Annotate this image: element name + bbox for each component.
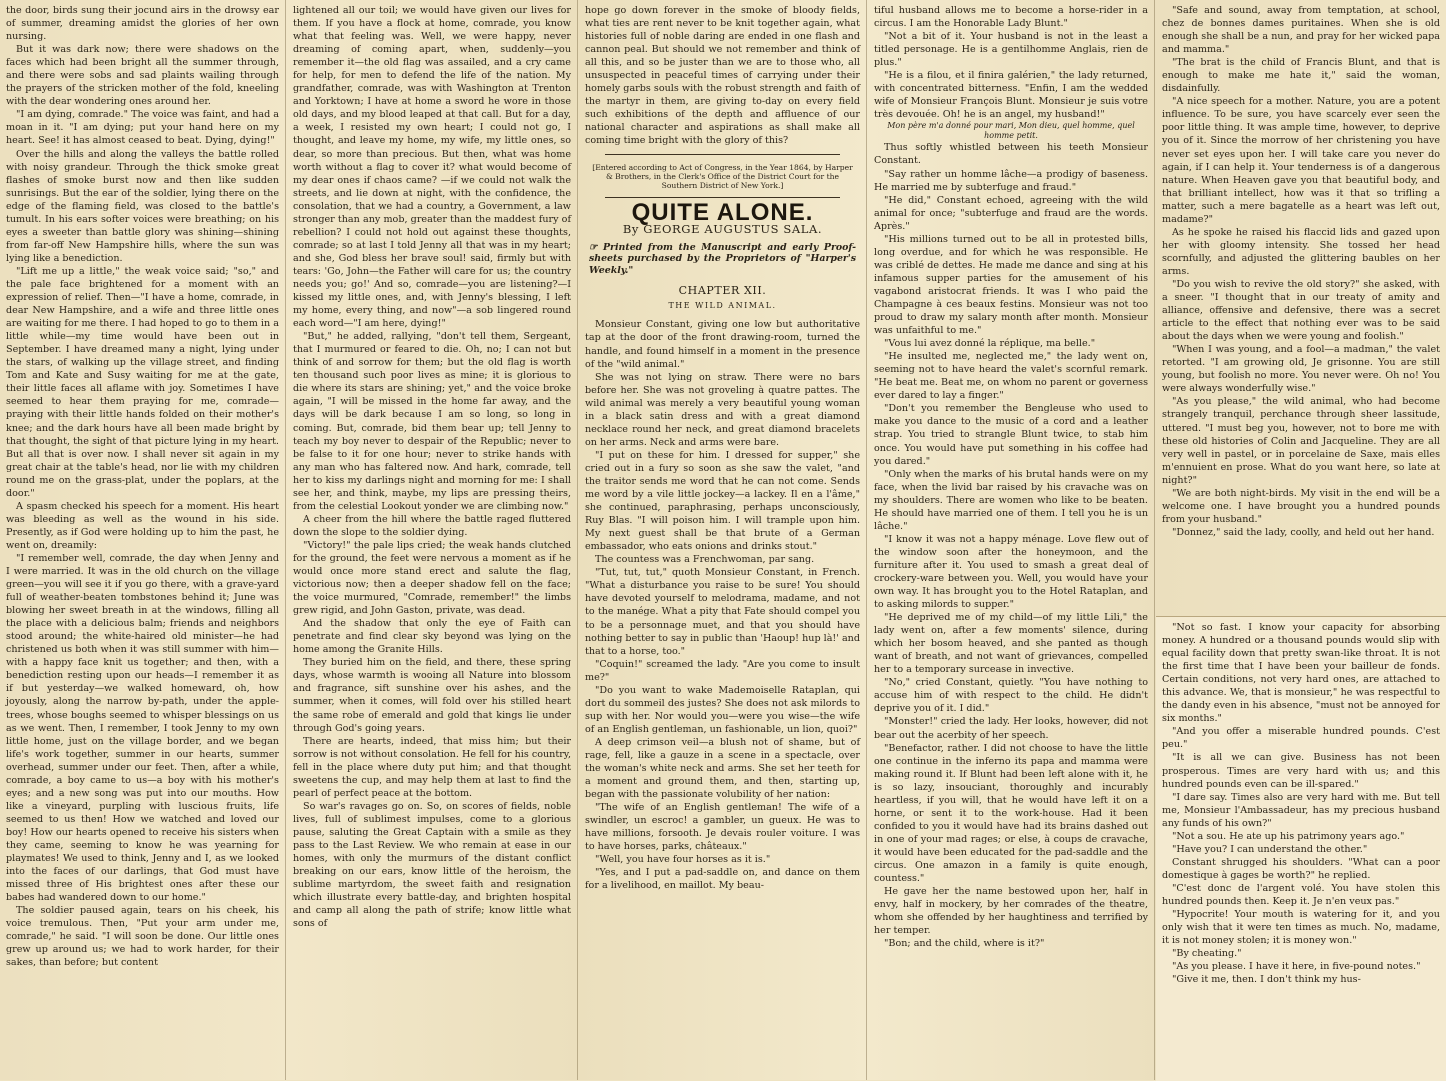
paragraph: A deep crimson veil—a blush not of shame, but of rage, fell, like a gauze in a scene in a spectacle, over the woman's white neck and arms. She set her teeth for a moment and ground them, and then, starting up, began with the passionate volubility of her nation: <box>585 736 860 801</box>
paragraph: "Don't you remember the Bengleuse who used to make you dance to the music of a cord and a leather strap. You tried to strangle Blunt twice, to stab him once. You would have put something in his coffee had you dared." <box>874 403 1148 467</box>
paragraph: He gave her the name bestowed upon her, half in envy, half in mockery, by her comrades of the theatre, whom she offended by her haughtiness and terrified by her temper. <box>874 886 1148 937</box>
copyright-notice: [Entered according to Act of Congress, in the Year 1864, by Harper & Brothers, in the Clerk's Office of the District Court for the Southern District of New York.] <box>592 162 853 191</box>
column-1 <box>0 0 285 1080</box>
paragraph: "But," he added, rallying, "don't tell them, Sergeant, that I murmured or feared to die. Oh, no; I can not but think of and sorrow for them; but the old flag is worth ten thousand such poor lives as mine; it is glorious to die where its stars are shining; yet," and the voice broke again, "I will be missed in the home far away, and the days will be dark because I am so long, so long in coming. But, comrade, bid them bear up; tell Jenny to teach my boy never to despair of the Republic; never to be false to it for one hour; never to strike hands with any man who has faltered now. And hark, comrade, tell her to kiss my darlings night and morning for me: I shall see her, and think, maybe, my lips are pressing theirs, from the celestial Lookout yonder we are climbing now." <box>293 331 571 512</box>
paragraph: "Vous lui avez donné la réplique, ma belle." <box>884 338 1096 350</box>
column-rule <box>285 0 286 1080</box>
paragraph: A spasm checked his speech for a moment. His heart was bleeding as well as the wound in his side. Presently, as if God were holding up to him the past, he went on, dreamily: <box>6 500 279 551</box>
column-5-bottom-clipping <box>1156 616 1446 1081</box>
paragraph: "Bon; and the child, where is it?" <box>884 938 1045 950</box>
paragraph: So war's ravages go on. So, on scores of fields, noble lives, full of sublimest impulses, come to a glorious pause, saluting the Great Captain with a smile as they pass to the Last Review. We who remain at ease in our homes, with only the murmurs of the distant conflict breaking on our ears, know little of the heroism, the sublime martyrdom, the sweet faith and resignation which illustrate every battle-day, and brighten hospital and camp all along the path of strife; know little what sons of <box>293 800 571 930</box>
column-rule <box>577 0 578 1080</box>
paragraph: "I am dying, comrade." The voice was faint, and had a moan in it. "I am dying; put your hand here on my heart. See! it has almost ceased to beat. Dying, dying!" <box>6 109 279 147</box>
paragraph: "Well, you have four horses as it is." <box>595 854 771 866</box>
paragraph: "It is all we can give. Business has not been prosperous. Times are very hard with us; and this hundred pounds even can be ill-spared." <box>1162 752 1440 790</box>
paragraph: "He is a filou, et il finira galérien," the lady returned, with concentrated bitterness. "Enfin, I am the wedded wife of Monsieur François Blunt. Monsieur je suis votre très devouée. Oh! he is an angel, my husband!" <box>874 70 1148 121</box>
paragraph: "We are both night-birds. My visit in the end will be a welcome one. I have brought you a hundred pounds from your husband." <box>1162 487 1440 525</box>
paragraph: Thus softly whistled between his teeth Monsieur Constant. <box>874 142 1148 167</box>
paragraph: "Monster!" cried the lady. Her looks, however, did not bear out the acerbity of her speech. <box>874 716 1148 741</box>
paragraph: "He deprived me of my child—of my little Lili," the lady went on, after a few moments' silence, during which her bosom heaved, and she panted as though want of breath, and not want of grievances, compelled her to a temporary surcease in invective. <box>874 612 1148 676</box>
paragraph: "I remember well, comrade, the day when Jenny and I were married. It was in the old church on the village green—you will see it if you go there, with a grave-yard full of weather-beaten tombstones behind it; June was blowing her sweet breath in at the windows, filling all the place with a delicious balm; friends and neighbors stood around; the white-haired old minister—he had christened us both when it was still summer with him—with a happy face knit us together; and then, with a benediction resting upon our heads—I remember it as if but yesterday—we walked homeward, oh, how joyously, along the narrow by-path, under the apple-trees, whose boughs seemed to whisper blessings on us as we went. Then, I remember, I took Jenny to my own little home, just on the village border, and we began life's work together, summer in our hearts, summer overhead, summer under our feet. Then, after a while, comrade, a boy came to us—a boy with his mother's eyes; and a new song was put into our mouths. How like a vineyard, purpling with luscious fruits, life seemed to us then! How we watched and loved our boy! How our hearts opened to receive his sisters when they came, seeming to know he was yearning for playmates! We used to think, Jenny and I, as we looked into the faces of our darlings, that God must have missed three of His brightest ones after these our babes had wandered down to our home." <box>6 552 279 904</box>
paragraph: "Donnez," said the lady, coolly, and held out her hand. <box>1172 526 1435 538</box>
paragraph: "Victory!" the pale lips cried; the weak hands clutched for the ground, the feet were nervous a moment as if he would once more stand erect and salute the flag, victorious now; then a deeper shadow fell on the face; the voice murmured, "Comrade, remember!" the limbs grew rigid, and John Gaston, private, was dead. <box>293 539 571 617</box>
paragraph: "I know it was not a happy ménage. Love flew out of the window soon after the honeymoon, and the furniture after it. You used to smash a great deal of crockery-ware between you. Well, you would have your own way. It has brought you to the Hotel Rataplan, and to asking milords to supper." <box>874 533 1148 611</box>
printed-note: ☞ Printed from the Manuscript and early Proof-sheets purchased by the Proprietors of "Harper's Weekly." <box>589 241 856 276</box>
paragraph: They buried him on the field, and there, these spring days, whose warmth is wooing all Nature into blossom and fragrance, sift sunshine over his ashes, and the summer, when it comes, will fold over his stilled heart the same robe of emerald and gold that kings lie under through God's going years. <box>293 657 571 734</box>
paragraph: And the shadow that only the eye of Faith can penetrate and find clear sky beyond was lying on the home among the Granite Hills. <box>293 618 571 656</box>
paragraph: "By cheating." <box>1172 948 1242 960</box>
paragraph: the door, birds sung their jocund airs in the drowsy ear of summer, dreaming amidst the glories of her own nursing. <box>6 5 279 43</box>
verse-lines: Mon père m'a donné pour mari, Mon dieu, quel homme, quel homme petit. <box>887 121 1135 141</box>
story-title: QUITE ALONE. <box>631 198 814 226</box>
paragraph: But it was dark now; there were shadows on the faces which had been bright all the summer through, and there were sobs and sad plaints wailing through the prayers of the stricken mother of the fold, kneeling with the dear wondering ones around her. <box>6 44 279 108</box>
paragraph: "As you please. I have it here, in five-pound notes." <box>1172 961 1421 973</box>
paragraph: Constant shrugged his shoulders. "What can a poor domestique à gages be worth?" he replied. <box>1162 856 1440 881</box>
paragraph: "Tut, tut, tut," quoth Monsieur Constant, in French. "What a disturbance you raise to be sure! You should have devoted yourself to melodrama, madame, and not to the manége. What a pity that Fate should compel you to be a personnage muet, and that you should have nothing better to say in public than 'Haoup! hup là!' and that to a horse, too." <box>585 567 861 657</box>
paragraph: "Give it me, then. I don't think my hus- <box>1172 974 1361 986</box>
column-2 <box>287 0 577 1080</box>
story-byline: By GEORGE AUGUSTUS SALA. <box>622 221 823 236</box>
paragraph: "Do you want to wake Mademoiselle Rataplan, qui dort du sommeil des justes? She does not ask milords to sup with her. Nor would you—were you wise—the wife of an English gentleman, un fashionable, un lion, quoi?" <box>585 684 860 735</box>
column-5-top <box>1156 0 1446 616</box>
column-rule <box>866 0 867 1080</box>
section-rule <box>605 154 840 155</box>
column-3-top-text <box>585 4 860 148</box>
paragraph: "No," cried Constant, quietly. "You have nothing to accuse him of with respect to the child. He didn't deprive you of it. I did." <box>874 677 1148 715</box>
paragraph: "Say rather un homme lâche—a prodigy of baseness. He married me by subterfuge and fraud." <box>874 168 1148 193</box>
column-rule <box>1154 0 1155 1080</box>
paragraph: "Do you wish to revive the old story?" she asked, with a sneer. "I thought that in our treaty of amity and alliance, offensive and defensive, there was a secret article to the effect that nothing ever was to be said about the days when we were young and foolish." <box>1162 278 1440 343</box>
paragraph: "Only when the marks of his brutal hands were on my face, when the livid bar raised by his cravache was on my shoulders. There are women who like to be beaten. He should have married one of them. I tell you he is un lâche." <box>874 468 1148 532</box>
paragraph: "I dare say. Times also are very hard with me. But tell me, Monsieur l'Ambassadeur, has my precious husband any funds of his own?" <box>1162 791 1440 829</box>
section-rule <box>605 197 840 198</box>
paragraph: "He insulted me, neglected me," the lady went on, seeming not to have heard the valet's scornful remark. "He beat me. Beat me, on whom no parent or governess ever dared to lay a finger." <box>874 351 1148 402</box>
paragraph: "He did," Constant echoed, agreeing with the wild animal for once; "subterfuge and fraud are the words. Après." <box>874 194 1148 232</box>
chapter-heading: CHAPTER XII. <box>678 284 767 298</box>
paragraph: A cheer from the hill where the battle raged fluttered down the slope to the soldier dying. <box>293 513 571 538</box>
paragraph: The soldier paused again, tears on his cheek, his voice tremulous. Then, "Put your arm under me, comrade," he said. "I will soon be done. Our little ones grew up around us; we had to work harder, for their sakes, than before; but content <box>6 905 279 969</box>
paragraph: "Yes, and I put a pad-saddle on, and dance on them for a livelihood, en maillot. My beau- <box>585 867 860 892</box>
paragraph: "Benefactor, rather. I did not choose to have the little one continue in the inferno its papa and mamma were making round it. If Blunt had been left alone with it, he is so lazy, insouciant, thoroughly and incurably heartless, if you will, that he would have left it on a horne, or sent it to the work-house. Had it been confided to you it would have had its brains dashed out in one of your mad rages; or else, à coups de cravache, it would have been educated for the pad-saddle and the circus. One amazon in a family is quite enough, countess." <box>874 742 1148 885</box>
chapter-title: THE WILD ANIMAL. <box>668 301 777 311</box>
column-3-body <box>585 318 860 892</box>
paragraph: "The brat is the child of Francis Blunt, and that is enough to make me hate it," said the woman, disdainfully. <box>1162 57 1440 95</box>
column-5-bottom-text <box>1156 617 1446 1081</box>
paragraph: "Coquin!" screamed the lady. "Are you come to insult me?" <box>585 658 860 683</box>
paragraph: "Lift me up a little," the weak voice said; "so," and the pale face brightened for a moment with an expression of relief. Then—"I have a home, comrade, in dear New Hampshire, and a wife and three little ones are waiting for me there. I had hoped to go to them in a little while—my time would have been out in September. I have dreamed many a night, lying under the stars, of walking up the village street, and finding Tom and Kate and Susy waiting for me at the gate, their little faces all aflame with joy. Sometimes I have seemed to hear them praying for me, comrade—praying with their little hands folded on their mother's knee; and the dark hours have all been made bright by that thought, the sight of that picture lying in my heart. But all that is over now. I shall never sit again in my great chair at the table's head, nor lie with my children round me on the grass-plat, under the poplars, at the door." <box>6 265 279 499</box>
paragraph: Monsieur Constant, giving one low but authoritative tap at the door of the front drawing-room, turned the handle, and found himself in a moment in the presence of the "wild animal." <box>585 319 860 370</box>
paragraph: "Safe and sound, away from temptation, at school, chez de bonnes dames puritaines. When she is old enough she shall be a nun, and pray for her wicked papa and mamma." <box>1162 5 1440 56</box>
paragraph: "A nice speech for a mother. Nature, you are a potent influence. To be sure, you have scarcely ever seen the poor little thing. It was ample time, however, to deprive you of it. Since the morrow of her christening you have never set eyes upon her. I will take care you never do again, if I can help it. Your tenderness is of a dangerous nature. When Heaven gave you that beautiful body, and that brilliant intellect, how was it that so trifling a matter, such a mere bagatelle as a heart was left out, madame?" <box>1162 96 1440 225</box>
paragraph: "Hypocrite! Your mouth is watering for it, and you only wish that it were ten times as much. No, madame, it is not money stolen; it is money won." <box>1162 909 1440 947</box>
paragraph: hope go down forever in the smoke of bloody fields, what ties are rent never to be knit together again, what histories full of noble daring are ended in one flash and cannon peal. But should we not remember and think of all this, and so be juster than we are to those who, all unsuspected in peaceful times of carrying under their homely garbs souls with the robust strength and faith of the martyr in them, are giving to-day on every field such exhibitions of the depth and affluence of our national character and aspirations as shall make all coming time bright with the glory of this? <box>585 5 860 147</box>
paragraph: "His millions turned out to be all in protested bills, long overdue, and for which he was responsible. He was criblé de dettes. He made me dance and sing at his infamous supper parties for the amusement of his vagabond aristocrat friends. It was I who paid the Champagne à ces beaux festins. Monsieur was not too proud to draw my salary month after month. Monsieur was unfaithful to me." <box>874 233 1148 337</box>
paragraph: "As you please," the wild animal, who had become strangely tranquil, perchance through sheer lassitude, uttered. "I must beg you, however, not to bore me with these old histories of Colin and Jacqueline. They are all very well in pastel, or in porcelaine de Saxe, mais elles m'ennuient en prose. What do you want here, so late at night?" <box>1162 396 1440 486</box>
paragraph: "Not so fast. I know your capacity for absorbing money. A hundred or a thousand pounds would slip with equal facility down that pretty swan-like throat. It is not the first time that I have been your bailleur de fonds. Certain conditions, not very hard ones, are attached to this advance. We, that is monsieur," he was respectful to the dandy even in his absence, "must not be annoyed for six months." <box>1162 622 1440 725</box>
paragraph: "Not a sou. He ate up his patrimony years ago." <box>1172 830 1405 842</box>
paragraph: "And you offer a miserable hundred pounds. C'est peu." <box>1162 726 1440 751</box>
paragraph: As he spoke he raised his flaccid lids and gazed upon her with gloomy intensity. She tossed her head scornfully, and adjusted the glittering baubles on her arms. <box>1162 226 1440 277</box>
paragraph: lightened all our toil; we would have given our lives for them. If you have a flock at home, comrade, you know what that feeling was. Well, we were happy, never dreaming of coming apart, when, suddenly—you remember it—the old flag was assailed, and a cry came for help, for men to defend the life of the nation. My grandfather, comrade, was with Washington at Trenton and Yorktown; I have at home a sword he wore in those old days, and my blood leaped at that call. But for a day, a week, I resisted my own heart; I could not go, I thought, and leave my home, my wife, my little ones, so dear, so more than precious. But then, what was home worth without a flag to cover it? what would become of my dear ones if chaos came? —if we could not walk the streets, and lie down at night, with the confidence, the consolation, that we had a country, a Government, a law stronger than any mob, greater than the maddest fury of rebellion? I could not hold out against these thoughts, comrade; so at last I told Jenny all that was in my heart; and she, God bless her brave soul! said, firmly but with tears: 'Go, John—the Father will care for us; the country needs you; go!' And so, comrade—you are listening?—I kissed my little ones, and, with Jenny's blessing, I left my home, every thing, and now"—a sob lingered round each word—"I am here, dying!" <box>293 5 571 330</box>
paragraph: Over the hills and along the valleys the battle rolled with noisy grandeur. Through the thick smoke great flashes of smoke burst now and then like sudden sunrisings. But the ear of the soldier, lying there on the edge of the flaming field, was closed to the battle's tumult. In his ears softer voices were breathing; on his eyes a sweeter than battle glory was shining—shining from far-off New Hampshire hills, where the sun was lying like a benediction. <box>6 148 279 264</box>
column-4 <box>868 0 1154 1080</box>
paragraph: "I put on these for him. I dressed for supper," she cried out in a fury so soon as she saw the valet, "and the traitor sends me word that he can not come. Sends me word by a vile little jockey—a lackey. Il en a l'âme," she continued, paraphrasing, perhaps unconsciously, Ruy Blas. "I will poison him. I will trample upon him. My next guest shall be that brute of a German embassador, who eats onions and drinks stout." <box>585 449 860 553</box>
paragraph: "C'est donc de l'argent volé. You have stolen this hundred pounds then. Keep it. Je n'en veux pas." <box>1162 882 1440 907</box>
paragraph: There are hearts, indeed, that miss him; but their sorrow is not without consolation. He fell for his country, fell in the place where duty put him; and that thought sweetens the cup, and may help them at last to find the pearl of perfect peace at the bottom. <box>293 735 571 799</box>
paragraph: "Have you? I can understand the other." <box>1172 843 1368 855</box>
paragraph: "The wife of an English gentleman! The wife of a swindler, un escroc! a gambler, un gueux. He was to have millions, forsooth. Je devais rouler voiture. I was to have horses, parks, châteaux." <box>585 802 860 853</box>
paragraph: The countess was a Frenchwoman, par sang. <box>595 554 815 566</box>
paragraph: She was not lying on straw. There were no bars before her. She was not groveling à quatre pattes. The wild animal was merely a very beautiful young woman in a black satin dress and with a great diamond necklace round her neck, and great diamond bracelets on her arms. Neck and arms were bare. <box>585 371 860 448</box>
column-3 <box>579 0 866 1080</box>
paragraph: "Not a bit of it. Your husband is not in the least a titled personage. He is a gentilhomme Anglais, rien de plus." <box>874 31 1148 69</box>
paragraph: tiful husband allows me to become a horse-rider in a circus. I am the Honorable Lady Blunt." <box>874 5 1148 30</box>
paragraph: "When I was young, and a fool—a madman," the valet retorted. "I am growing old, Je grisonne. You are still young, but foolish no more. You never were. Oh no! You were always wonderfully wise." <box>1162 344 1440 395</box>
